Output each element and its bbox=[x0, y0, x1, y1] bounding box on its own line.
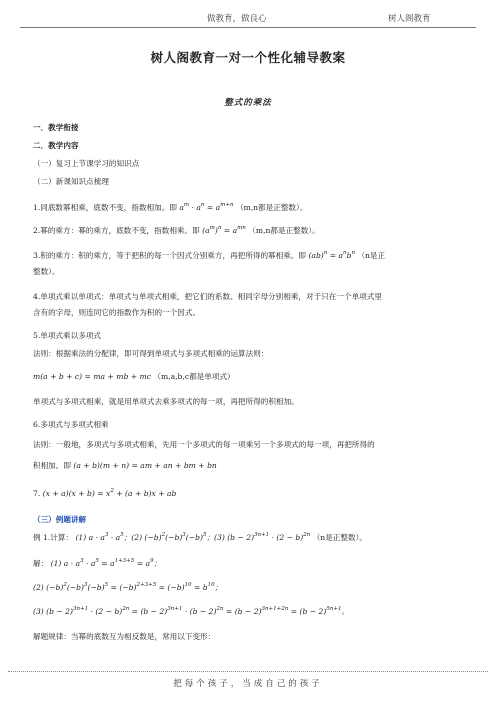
rule-6-rule-line-2 bbox=[33, 461, 473, 471]
example-1 bbox=[33, 533, 473, 543]
solution-label: 解： bbox=[33, 559, 49, 568]
rule-2-text: 2.幂的乘方：幂的乘方，底数不变，指数相乘。即 bbox=[33, 226, 200, 235]
rule-5-heading: 5.单项式乘以多项式 bbox=[33, 331, 101, 340]
rule-4-line-1: 4.单项式乘以单项式：单项式与单项式相乘，把它们的系数、相同字母分别相乘，对于只在一个单项式里 bbox=[33, 292, 382, 301]
header-brand: 树人阁教育 bbox=[388, 14, 431, 24]
solution-3-formula: (3) $(b - 2)^{3n+1} \cdot (2 - b)^{2n} = (b - 2)^{3n+1} \cdot (b - 2)^{2n} = (b - 2)^{3n+1+2n} = (b - 2)^{5n+1}$。 bbox=[33, 606, 350, 616]
rule-7-number: 7. bbox=[33, 489, 41, 498]
section-teaching-content: 二．教学内容 bbox=[33, 141, 79, 150]
lesson-topic: 整式的乘法 bbox=[224, 98, 272, 108]
rule-3-formula: $(ab)^n = a^nb^n$ bbox=[308, 250, 356, 260]
footer-slogan: 把每个孩子，当成自己的孩子 bbox=[173, 679, 323, 689]
rule-3 bbox=[33, 251, 473, 261]
page-header bbox=[0, 8, 496, 26]
rule-3-continued: 整数）。 bbox=[33, 267, 60, 276]
rule-6-heading: 6.多项式与多项式相乘 bbox=[33, 420, 109, 429]
rule-1-condition: （m,n都是正整数）。 bbox=[235, 203, 308, 212]
rule-6-rule-text: 积相加。即 bbox=[33, 461, 71, 470]
rule-7-formula: $(x + a)(x + b) = x^2 + (a + b)x$ + ab bbox=[42, 488, 177, 498]
solution-1 bbox=[33, 559, 473, 569]
example-1-label: 例 1.计算： bbox=[33, 533, 74, 542]
rule-2-condition: （m,n都是正整数）。 bbox=[248, 226, 320, 235]
rule-5-description: 单项式与多项式相乘，就是用单项式去乘多项式的每一项，再把所得的积相加。 bbox=[33, 397, 299, 406]
solution-1-formula: (1) $a \cdot a^3 \cdot a^5 = a^{1+3+5} = a^9$； bbox=[50, 558, 162, 568]
rule-1-text: 1.同底数幂相乘，底数不变，指数相加。即 bbox=[33, 203, 177, 212]
header-divider bbox=[20, 27, 476, 28]
rule-5-rule: 法则：根据乘法的分配律，即可得到单项式与多项式相乘的运算法则： bbox=[33, 349, 269, 358]
example-1-condition: （n是正整数）。 bbox=[312, 533, 367, 542]
rule-5-condition: （m,a,b,c都是单项式） bbox=[153, 372, 235, 381]
rule-3-text: 3.积的乘方：积的乘方，等于把积的每一个因式分别乘方，再把所得的幂相乘。即 bbox=[33, 251, 307, 260]
rule-3-condition: （n是正 bbox=[357, 251, 386, 260]
solution-2-formula: (2) $(-b)^2(-b)^3(-b)^5 = (-b)^{2+3+5} = (-b)^{10} = b^{10}$； bbox=[33, 582, 223, 592]
review-item: （一）复习上节课学习的知识点 bbox=[33, 159, 140, 168]
rule-1 bbox=[33, 203, 473, 213]
rule-1-formula: $a^m \cdot a^n = a^{m+n}$ bbox=[179, 202, 234, 212]
section-examples: （三）例题讲解 bbox=[33, 515, 87, 524]
document-title: 树人阁教育一对一个性化辅导教案 bbox=[150, 50, 346, 65]
footer-divider bbox=[8, 671, 488, 672]
example-1-problems: (1) $a \cdot a^3 \cdot a^5$；(2) $(-b)^2(-b)^3(-b)^5$；(3) $(b - 2)^{3n+1} \cdot (2 - b)^{2n}$ bbox=[75, 532, 311, 542]
rule-5-formula: m(a + b + c) = ma + mb + mc bbox=[33, 372, 151, 381]
rule-2 bbox=[33, 226, 473, 236]
rule-6-formula: (a + b)(m + n) = am + an + bm + bn bbox=[73, 461, 217, 470]
rule-6-rule-line-1: 法则：一般地，多项式与多项式相乘，先用一个多项式的每一项乘另一个多项式的每一项，再把所得的 bbox=[33, 440, 375, 449]
solution-2 bbox=[33, 583, 473, 593]
rule-4-line-2: 含有的字母，则连同它的指数作为积的一个因式。 bbox=[33, 308, 201, 317]
rule-5-formula-line bbox=[33, 372, 473, 382]
solving-tip: 解题规律：当幂的底数互为相反数是，常用以下变形： bbox=[33, 632, 216, 641]
rule-7 bbox=[33, 489, 473, 499]
header-slogan: 做教育，做良心 bbox=[207, 14, 267, 24]
new-knowledge-item: （二）新课知识点梳理 bbox=[33, 177, 109, 186]
solution-3 bbox=[33, 607, 473, 617]
section-teaching-link: 一．教学衔接 bbox=[33, 123, 79, 132]
rule-2-formula: $(a^m)^n = a^{mn}$ bbox=[202, 225, 246, 235]
